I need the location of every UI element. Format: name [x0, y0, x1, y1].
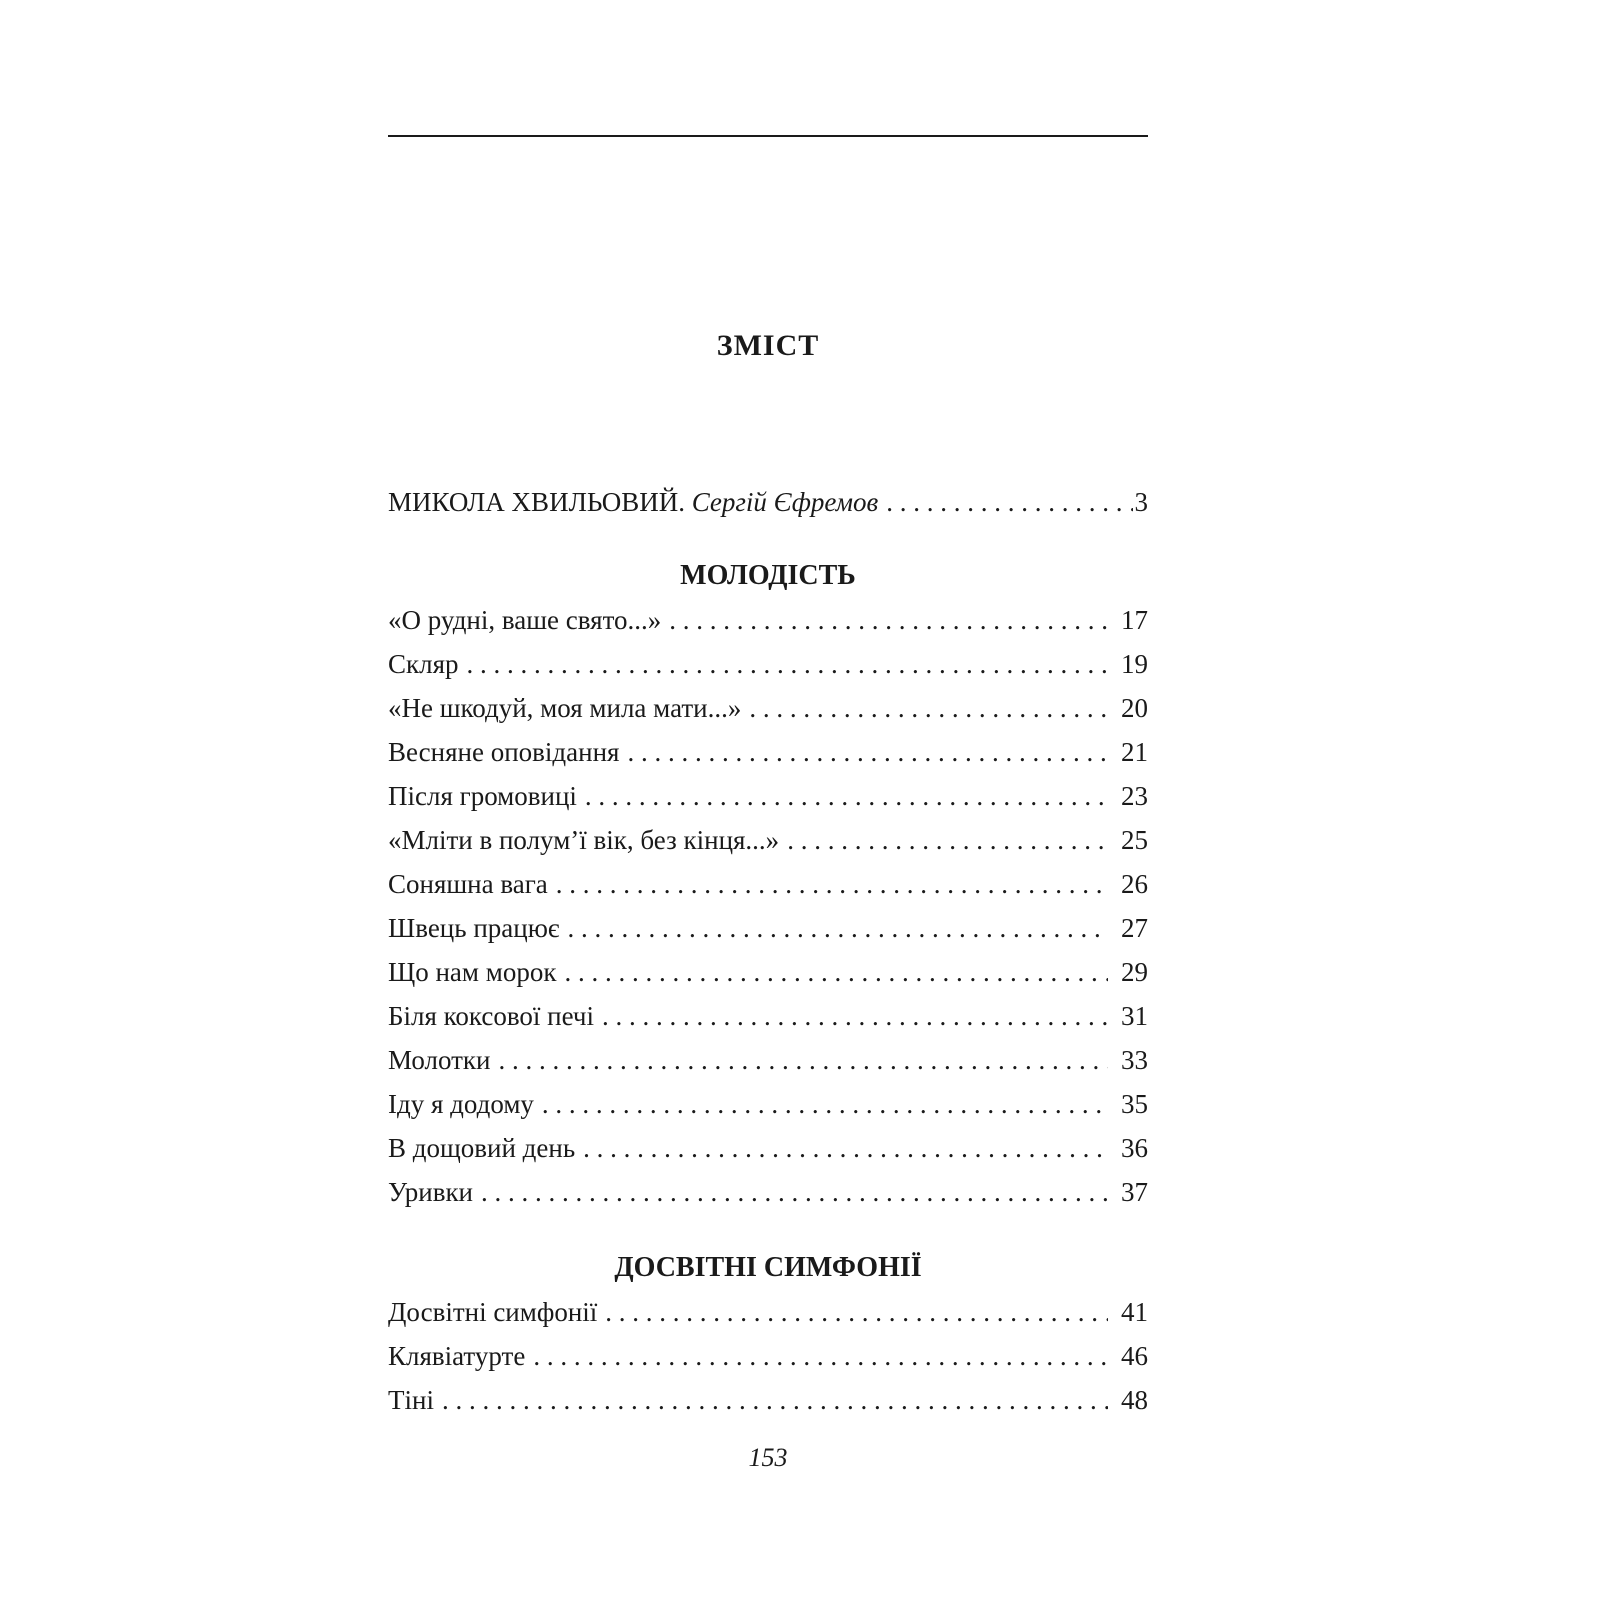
toc-entry-page: 37 — [1121, 1177, 1148, 1207]
toc-entry-title: «Мліти в полум’ї вік, без кінця...» — [388, 822, 787, 858]
toc-entry-title: Уривки — [388, 1174, 481, 1210]
toc-entry — [388, 954, 1148, 990]
section-heading-dosvitni-symfonii: ДОСВІТНІ СИМФОНІЇ — [614, 1252, 922, 1283]
toc-entry-page: 25 — [1121, 825, 1148, 855]
toc-entry-title: Скляр — [388, 646, 467, 682]
toc-dot-leader — [787, 822, 1108, 858]
toc-entry-title: Клявіатурте — [388, 1338, 533, 1374]
toc-dot-leader — [481, 1174, 1108, 1210]
toc-entry-page: 33 — [1121, 1045, 1148, 1075]
toc-entry-page: 35 — [1121, 1089, 1148, 1119]
toc-entry-title: Після громовиці — [388, 778, 585, 814]
toc-dot-leader — [602, 998, 1108, 1034]
toc-entry — [388, 1382, 1148, 1418]
toc-entry-page: 46 — [1121, 1341, 1148, 1371]
toc-entry-intro — [388, 484, 1148, 520]
toc-dot-leader — [749, 690, 1108, 726]
toc-dot-leader — [583, 1130, 1108, 1166]
toc-entry — [388, 602, 1148, 638]
toc-entry-page: 21 — [1121, 737, 1148, 767]
toc-entry-page: 23 — [1121, 781, 1148, 811]
toc-dot-leader — [442, 1382, 1108, 1418]
toc-entry-title: Тіні — [388, 1382, 442, 1418]
toc-entry-title: Соняшна вага — [388, 866, 556, 902]
toc-entry — [388, 1174, 1148, 1210]
toc-entry-page: 48 — [1121, 1385, 1148, 1415]
toc-entry-title-main: МИКОЛА ХВИЛЬОВИЙ. — [388, 487, 685, 517]
toc-entry-page: 17 — [1121, 605, 1148, 635]
toc-entry-page: 20 — [1121, 693, 1148, 723]
toc-dot-leader — [567, 910, 1108, 946]
toc-entry-title: Досвітні симфонії — [388, 1294, 605, 1330]
toc-entry — [388, 734, 1148, 770]
book-page — [388, 0, 1148, 1600]
toc-entry-title — [388, 484, 886, 520]
toc-dot-leader — [533, 1338, 1108, 1374]
toc-entry — [388, 910, 1148, 946]
toc-entry-page: 31 — [1121, 1001, 1148, 1031]
toc-entry-title: Іду я додому — [388, 1086, 542, 1122]
toc-entry — [388, 646, 1148, 682]
toc-entry-page: 36 — [1121, 1133, 1148, 1163]
toc-dot-leader — [542, 1086, 1108, 1122]
toc-entry-title: Що нам морок — [388, 954, 564, 990]
toc-entry — [388, 690, 1148, 726]
toc-entry-page: 29 — [1121, 957, 1148, 987]
toc-entry — [388, 778, 1148, 814]
toc-dot-leader — [556, 866, 1108, 902]
toc-entry-title: Біля коксової печі — [388, 998, 602, 1034]
toc-dot-leader — [585, 778, 1108, 814]
toc-entry-page: 41 — [1121, 1297, 1148, 1327]
toc-entry-author: Сергій Єфремов — [691, 487, 879, 517]
toc-entry — [388, 998, 1148, 1034]
toc-entry — [388, 1338, 1148, 1374]
toc-entry-page: 26 — [1121, 869, 1148, 899]
toc-entry — [388, 1130, 1148, 1166]
section-heading-molodist: МОЛОДІСТЬ — [680, 560, 856, 591]
toc-entry-page: 27 — [1121, 913, 1148, 943]
toc-entry-page: 3 — [1134, 487, 1148, 517]
toc-entry — [388, 822, 1148, 858]
toc-dot-leader — [564, 954, 1108, 990]
toc-entry — [388, 1294, 1148, 1330]
toc-dot-leader — [627, 734, 1108, 770]
toc-entry — [388, 866, 1148, 902]
toc-dot-leader — [886, 484, 1132, 520]
toc-entry-title: Весняне оповідання — [388, 734, 627, 770]
toc-entry — [388, 1086, 1148, 1122]
page-number: 153 — [748, 1443, 788, 1472]
toc-entry-title: «О рудні, ваше свято...» — [388, 602, 669, 638]
toc-dot-leader — [669, 602, 1108, 638]
toc-dot-leader — [605, 1294, 1108, 1330]
toc-dot-leader — [498, 1042, 1108, 1078]
toc-dot-leader — [467, 646, 1108, 682]
toc-entry-title: Молотки — [388, 1042, 498, 1078]
toc-entry-title: В дощовий день — [388, 1130, 583, 1166]
toc-entry — [388, 1042, 1148, 1078]
top-rule — [388, 135, 1148, 137]
toc-entry-title: Швець працює — [388, 910, 567, 946]
toc-entry-title: «Не шкодуй, моя мила мати...» — [388, 690, 749, 726]
page-title: ЗМІСТ — [716, 329, 820, 362]
toc-entry-page: 19 — [1121, 649, 1148, 679]
